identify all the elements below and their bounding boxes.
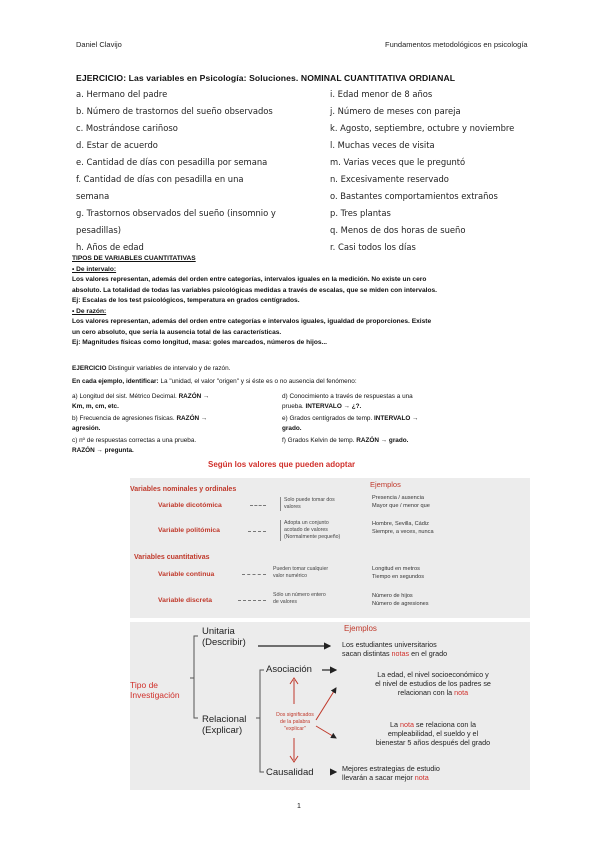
dicotomica-examples: Presencia / ausencia Mayor que / menor que (372, 495, 430, 509)
list-item: g. Trastornos observados del sueño (insomnio y (76, 208, 276, 218)
ratio-text: Los valores representan, además del orden entre categorías e intervalos iguales, igualdad de proporciones. Existe (72, 318, 432, 325)
tipo-investigacion: Tipo de Investigación (130, 680, 180, 700)
list-item: b. Número de trastornos del sueño observados (76, 106, 273, 116)
ratio-text: un cero absoluto, que sería la ausencia total de las características. (72, 328, 282, 336)
diagram2-connectors (130, 622, 530, 790)
unitaria-label: Unitaria (Describir) (202, 626, 246, 648)
list-item: m. Varias veces que le preguntó (330, 157, 466, 167)
list-item: p. Tres plantas (330, 208, 391, 218)
list-item: j. Número de meses con pareja (330, 106, 461, 116)
list-item: f. Cantidad de días con pesadilla en una (76, 174, 244, 184)
diagram1-title: Según los valores que pueden adoptar (208, 460, 356, 469)
discreta-examples: Número de hijos Número de agresiones (372, 593, 429, 607)
arrow-line (250, 505, 266, 506)
interval-label: • De intervalo: (72, 265, 117, 273)
list-item: q. Menos de dos horas de sueño (330, 225, 466, 235)
exercise2-item-e: e) Grados centígrados de temp. INTERVALO → grado. (282, 415, 419, 432)
header-author: Daniel Clavijo (76, 40, 122, 49)
dicotomica-label: Variable dicotómica (158, 502, 222, 509)
dos-significados: Dos significados de la palabra "explicar" (276, 712, 314, 732)
exercise2-item-a: a) Longitud del sist. Métrico Decimal. RAZÓN → Km, m, cm, etc. (72, 393, 210, 410)
exercise2-item-f: f) Grados Kelvin de temp. RAZÓN → grado. (282, 437, 409, 444)
cuantitativas-header: Variables cuantitativas (134, 554, 210, 561)
list-item: c. Mostrándose cariñoso (76, 123, 178, 133)
relacional-label: Relacional (Explicar) (202, 714, 247, 736)
list-item: l. Muchas veces de visita (330, 140, 435, 150)
list-item: i. Edad menor de 8 años (330, 89, 433, 99)
diagram2-ejemplos: Ejemplos (344, 624, 377, 633)
example-nota: La nota se relaciona con la empleabilidad, el sueldo y el bienestar 5 años después del grado (375, 720, 491, 747)
interval-text: Los valores representan, además del orden entre categorías, intervalos iguales en la medición. No existe un cero (72, 276, 427, 283)
example-asociacion: La edad, el nivel socioeconómico y el nivel de estudios de los padres se relacionan con la nota (375, 670, 491, 697)
exercise2-item-d: d) Conocimiento a través de respuestas a una prueba. INTERVALO → ¿?. (282, 393, 413, 410)
exercise2-instruction: En cada ejemplo, identificar: La "unidad, el valor "origen" y si éste es o no ausencia del fenómeno: (72, 378, 357, 385)
ratio-label: • De razón: (72, 307, 107, 315)
asociacion-label: Asociación (266, 664, 312, 675)
list-item: h. Años de edad (76, 242, 144, 252)
continua-label: Variable continua (158, 571, 215, 578)
list-item: o. Bastantes comportamientos extraños (330, 191, 498, 201)
causalidad-label: Causalidad (266, 767, 314, 778)
exercise2-item-b: b) Frecuencia de agresiones físicas. RAZÓN → agresión. (72, 415, 208, 432)
types-section (72, 254, 532, 349)
exercise-title: EJERCICIO: Las variables en Psicología: Soluciones. NOMINAL CUANTITATIVA ORDIANAL (76, 73, 456, 83)
header-course: Fundamentos metodológicos en psicología (385, 40, 528, 49)
exercise2-label: EJERCICIO (72, 365, 107, 372)
politomica-desc: Adopta un conjunto acotado de valores (Normalmente pequeño) (280, 520, 340, 541)
nominal-header: Variables nominales y ordinales (130, 486, 237, 493)
list-item: r. Casi todos los días (330, 242, 416, 252)
ratio-example: Ej: Magnitudes físicas como longitud, masa: goles marcados, números de hijos... (72, 339, 328, 346)
continua-desc: Pueden tomar cualquier valor numérico (273, 566, 329, 579)
exercise2-intro-text: Distinguir variables de intervalo y de razón. (108, 365, 231, 372)
discreta-desc: Sólo un número entero de valores (273, 592, 326, 605)
list-item: n. Excesivamente reservado (330, 174, 449, 184)
variables-diagram (130, 478, 530, 618)
list-item: semana (76, 191, 110, 201)
interval-text: absoluto. La totalidad de todas las variables psicológicas medidas a través de escalas, que se miden con intervalos. (72, 286, 437, 294)
exercise2-item-c: c) nº de respuestas correctas a una prueba. RAZÓN → pregunta. (72, 437, 197, 454)
page-number: 1 (297, 803, 301, 810)
interval-example: Ej: Escalas de los test psicológicos, temperatura en grados centígrados. (72, 297, 300, 304)
politomica-label: Variable politómica (158, 527, 220, 534)
example-causalidad: Mejores estrategias de estudio llevarán a sacar mejor nota (342, 764, 440, 782)
section-heading: TIPOS DE VARIABLES CUANTITATIVAS (72, 255, 196, 262)
arrow-line (248, 531, 266, 532)
list-item: e. Cantidad de días con pesadilla por semana (76, 157, 268, 167)
diagram1-ejemplos: Ejemplos (370, 480, 401, 489)
example-unitaria: Los estudiantes universitarios sacan distintas notas en el grado (342, 640, 448, 658)
list-item: pesadillas) (76, 225, 122, 235)
continua-examples: Longitud en metros Tiempo en segundos (372, 566, 425, 580)
list-item: d. Estar de acuerdo (76, 140, 158, 150)
list-item: a. Hermano del padre (76, 89, 168, 99)
research-type-diagram (130, 622, 530, 790)
exercise2-intro (72, 364, 532, 374)
arrow-line (242, 574, 266, 575)
dicotomica-desc: Solo puede tomar dos valores (280, 497, 335, 511)
politomica-examples: Hombre, Sevilla, Cádiz Siempre, a veces, nunca (372, 521, 434, 535)
arrow-line (238, 600, 266, 601)
list-item: k. Agosto, septiembre, octubre y noviembre (330, 123, 515, 133)
discreta-label: Variable discreta (158, 597, 213, 604)
